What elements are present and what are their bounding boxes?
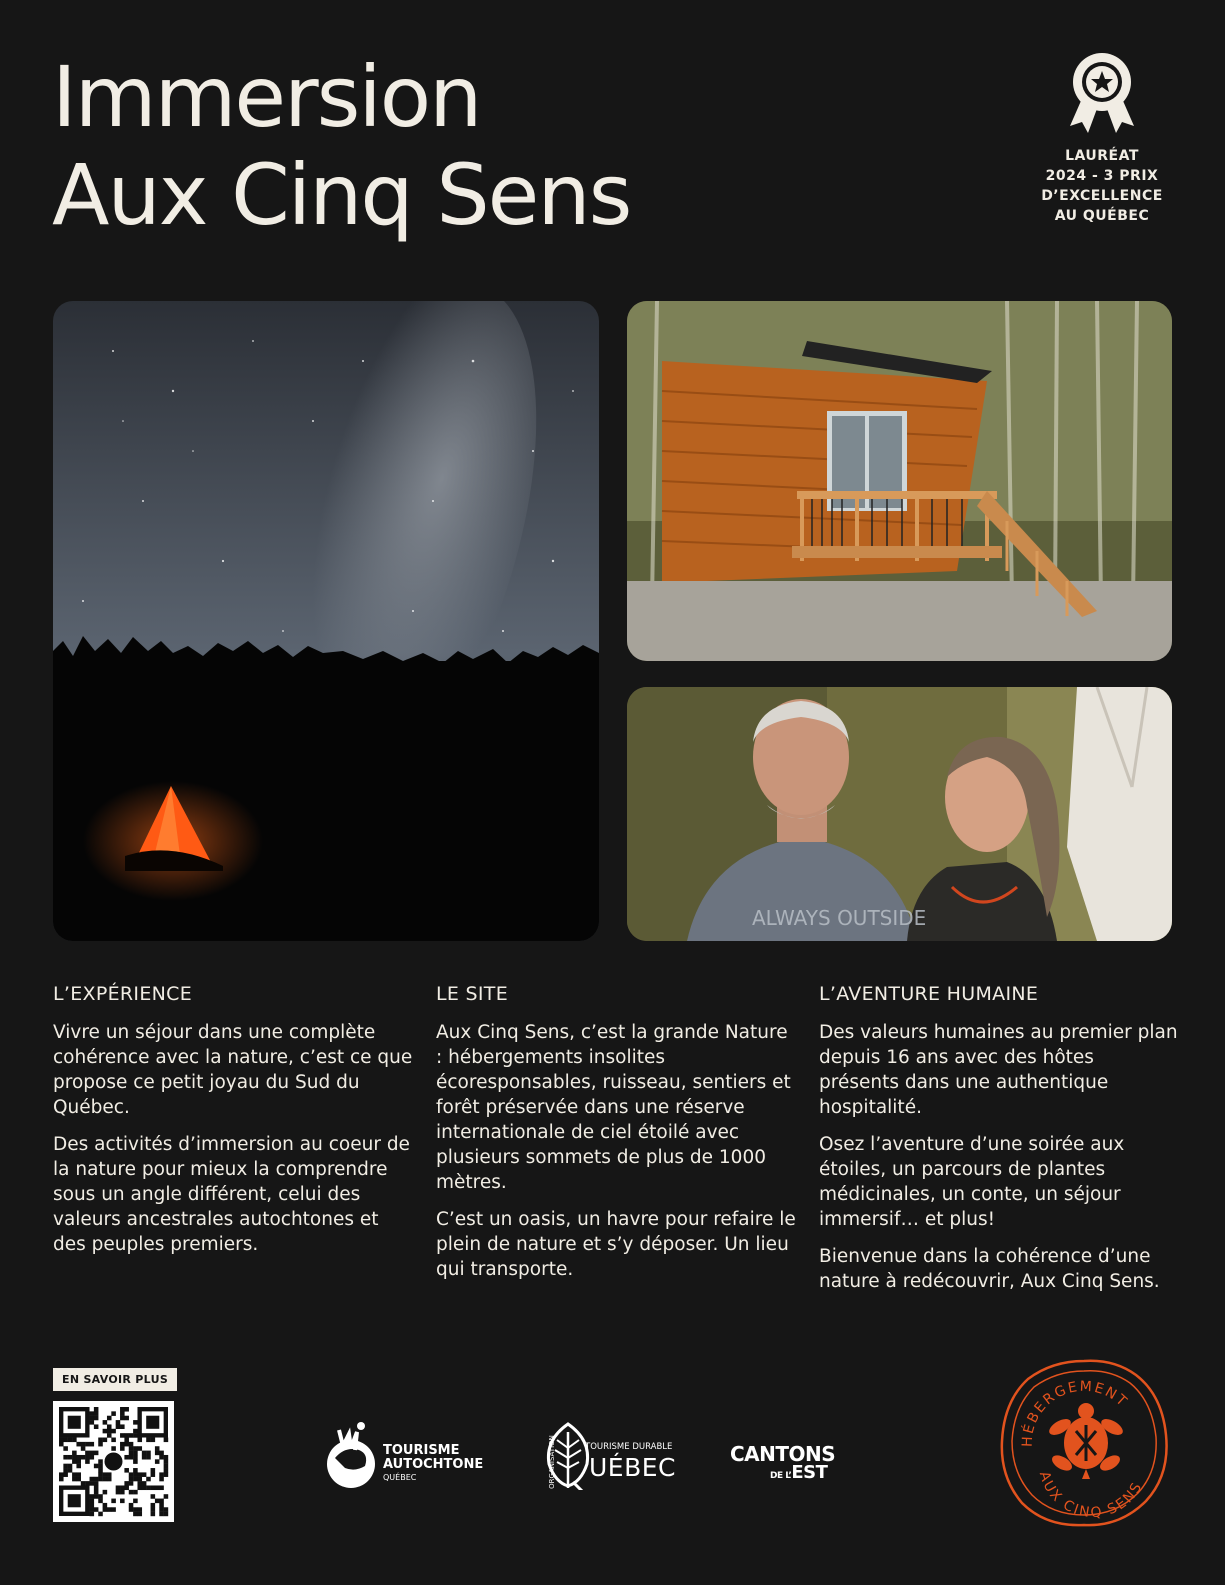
award-badge <box>1032 50 1172 226</box>
section-paragraph: Aux Cinq Sens, c’est la grande Nature : hébergements insolites écoresponsables, ruisseau, sentiers et forêt préservée dans une réserve internationale de ciel étoilé avec plusieurs sommets de plus de 1000 mètres. <box>436 1022 791 1193</box>
tourisme-durable-quebec-logo[interactable] <box>543 1420 676 1494</box>
moose-icon <box>325 1420 381 1492</box>
qr-label: EN SAVOIR PLUS <box>53 1368 177 1391</box>
award-text <box>1032 146 1172 226</box>
section-paragraph: Osez l’aventure d’une soirée aux étoiles, un parcours de plantes médicinales, un conte, un séjour immersif… et plus! <box>819 1134 1125 1230</box>
section-human-adventure <box>819 982 1179 1306</box>
logo-ce-line-1: CANTONS <box>730 1442 836 1466</box>
section-heading: LE SITE <box>436 983 509 1005</box>
title-line-1: Immersion <box>52 48 481 146</box>
wooden-cabin-photo <box>627 301 1172 661</box>
section-heading: L’EXPÉRIENCE <box>53 983 193 1005</box>
section-paragraph: Bienvenue dans la cohérence d’une nature à redécouvrir, Aux Cinq Sens. <box>819 1246 1160 1292</box>
shirt-text: ALWAYS OUTSIDE <box>752 906 927 930</box>
logo-ce-line-2 <box>770 1464 835 1485</box>
qr-code[interactable] <box>53 1401 174 1522</box>
award-line-2: 2024 - 3 PRIX <box>1045 168 1159 184</box>
logo-td-small: TOURISME DURABLE <box>585 1442 673 1452</box>
award-line-3: D’EXCELLENCE <box>1041 188 1163 204</box>
logo-ce-line-2-big: EST <box>791 1462 828 1483</box>
cantons-de-l-est-logo[interactable] <box>730 1442 836 1485</box>
stamp-arc-bottom: AUX CINQ SENS <box>1035 1469 1147 1522</box>
logo-td-big: UÉBEC <box>589 1453 676 1482</box>
section-paragraph: Des valeurs humaines au premier plan depuis 16 ans avec des hôtes présents dans une authentique hospitalité. <box>819 1022 1178 1118</box>
hosts-couple-photo <box>627 687 1172 941</box>
section-paragraph: C’est un oasis, un havre pour refaire le plein de nature et s’y déposer. Un lieu qui transporte. <box>436 1209 796 1280</box>
award-line-4: AU QUÉBEC <box>1054 208 1150 224</box>
section-paragraph: Vivre un séjour dans une complète cohérence avec la nature, c’est ce que propose ce petit joyau du Sud du Québec. <box>53 1022 413 1118</box>
section-site <box>436 982 796 1294</box>
stamp-arc-top: HÉBERGEMENT <box>1019 1378 1131 1448</box>
logo-ce-line-2-small: DE L’ <box>770 1471 792 1481</box>
logo-ta-line-1: TOURISME <box>383 1443 460 1458</box>
tourisme-autochtone-logo[interactable] <box>325 1420 484 1496</box>
section-experience <box>53 982 413 1269</box>
logo-ta-line-3: QUÉBEC <box>383 1473 417 1482</box>
hebergement-stamp-logo <box>996 1355 1172 1531</box>
section-heading: L’AVENTURE HUMAINE <box>819 983 1039 1005</box>
logo-ta-line-2: AUTOCHTONE <box>383 1457 484 1472</box>
logo-td-org: ORGANISATION <box>547 1435 556 1489</box>
section-paragraph: Des activités d’immersion au coeur de la nature pour mieux la comprendre sous un angle différent, celui des valeurs ancestrales autochtones et des peuples premiers. <box>53 1134 410 1255</box>
title-line-2: Aux Cinq Sens <box>52 146 631 244</box>
award-line-1: LAURÉAT <box>1065 148 1139 164</box>
award-ribbon-icon <box>1062 50 1142 134</box>
night-sky-teepee-photo <box>53 301 599 941</box>
page-title <box>52 48 630 244</box>
